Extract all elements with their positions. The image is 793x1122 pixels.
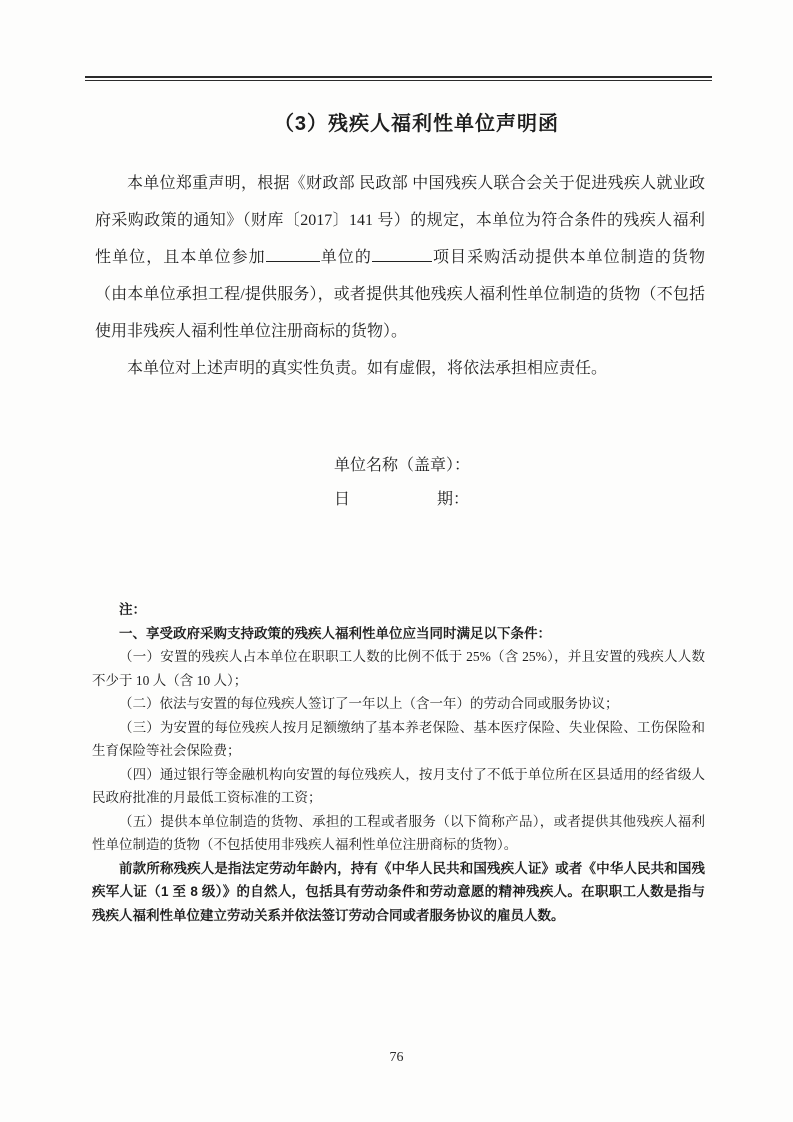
note-condition-5: （五）提供本单位制造的货物、承担的工程或者服务（以下简称产品），或者提供其他残疾人福利性单位制造的货物（不包括使用非残疾人福利性单位注册商标的货物）。 (92, 813, 705, 852)
page-number: 76 (389, 1050, 404, 1065)
note-condition-2: （二）依法与安置的每位残疾人签订了一年以上（含一年）的劳动合同或服务协议； (119, 696, 619, 711)
declaration-text-3: 项目采购活动提供本单位制造的货物（由本单位承担工程/提供服务），或者提供其他残疾人福利性单位制造的货物（不包括使用非残疾人福利性单位注册商标的货物）。 (95, 249, 705, 340)
responsibility-paragraph: 本单位对上述声明的真实性负责。如有虚假，将依法承担相应责任。 (127, 360, 608, 377)
date-label-left: 日 (334, 491, 351, 508)
date-label-right: 期： (437, 491, 470, 508)
declaration-text-1: 本单位郑重声明，根据《财政部 民政部 中国残疾人联合会关于促进残疾人就业政府采购政策的通知》（财库〔2017〕141 号）的规定，本单位为符合条件的残疾人福利性单位，且本单位参加 (95, 175, 705, 266)
project-name-blank (372, 246, 432, 262)
notes-final-paragraph: 前款所称残疾人是指法定劳动年龄内，持有《中华人民共和国残疾人证》或者《中华人民共和国残疾军人证（1 至 8 级）》的自然人，包括具有劳动条件和劳动意愿的精神残疾人。在职职工人数是指与残疾人福利性单位建立劳动关系并依法签订劳动合同或者服务协议的雇员人数。 (92, 860, 705, 923)
declaration-body (95, 165, 705, 387)
declaration-paragraph (95, 165, 705, 350)
notes-section (92, 598, 705, 927)
header-double-rule (85, 76, 712, 81)
unit-name-seal-label: 单位名称（盖章）： (334, 457, 471, 474)
purchaser-name-blank (266, 246, 320, 262)
signature-block (334, 449, 470, 517)
declaration-text-2: 单位的 (319, 249, 372, 266)
note-condition-3: （三）为安置的每位残疾人按月足额缴纳了基本养老保险、基本医疗保险、失业保险、工伤保险和生育保险等社会保险费； (92, 719, 705, 758)
notes-heading: 注： (119, 602, 146, 617)
page-title: （3）残疾人福利性单位声明函 (273, 113, 560, 135)
note-condition-4: （四）通过银行等金融机构向安置的每位残疾人，按月支付了不低于单位所在区县适用的经省级人民政府批准的月最低工资标准的工资； (92, 766, 705, 805)
date-label (334, 483, 470, 517)
notes-item-one-heading: 一、享受政府采购支持政策的残疾人福利性单位应当同时满足以下条件： (119, 625, 551, 641)
note-condition-1: （一）安置的残疾人占本单位在职职工人数的比例不低于 25%（含 25%），并且安置的残疾人人数不少于 10 人（含 10 人）； (92, 649, 705, 688)
